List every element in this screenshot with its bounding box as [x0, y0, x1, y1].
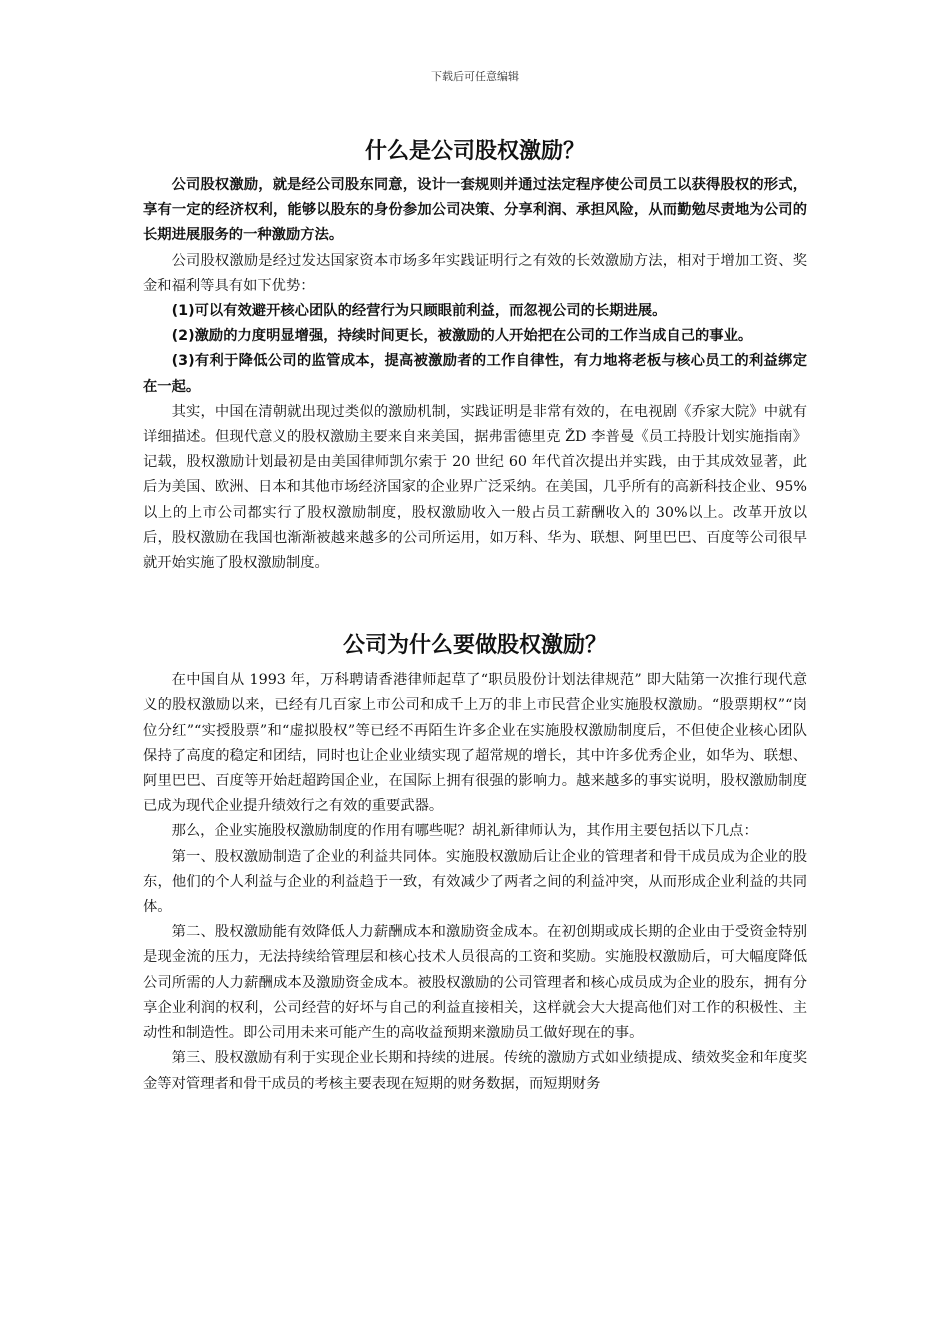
section-2-paragraph-4: 第二、股权激励能有效降低人力薪酬成本和激励资金成本。在初创期或成长期的企业由于受资金特别是现金流的压力，无法持续给管理层和核心技术人员很高的工资和奖励。实施股权激励后，可大幅度降低公司所需的人力薪酬成本及激励资金成本。被股权激励的公司管理者和核心成员成为企业的股东，拥有分享企业利润的权利，公司经营的好坏与自己的利益直接相关，这样就会大大提高他们对工作的积极性、主动性和制造性。即公司用未来可能产生的高收益预期来激励员工做好现在的事。 — [143, 924, 807, 1042]
history-paragraph: 其实，中国在清朝就出现过类似的激励机制，实践证明是非常有效的，在电视剧《乔家大院》中就有详细描述。但现代意义的股权激励主要来自来美国，据弗雷德里克 ŽD 李普曼《员工持股计划实施指南》记载，股权激励计划最初是由美国律师凯尔索于 20 世纪 60 年代首次提出并实践，由于其成效显著，此后为美国、欧洲、日本和其他市场经济国家的企业界广泛采纳。在美国，几乎所有的高新科技企业、95%以上的上市公司都实行了股权激励制度，股权激励收入一般占员工薪酬收入的 30%以上。改革开放以后，股权激励在我国也渐渐被越来越多的公司所运用，如万科、华为、联想、阿里巴巴、百度等公司很早就开始实施了股权激励制度。 — [143, 403, 807, 572]
header-note: 下载后可任意编辑 — [431, 70, 519, 83]
section-2-paragraph-5: 第三、股权激励有利于实现企业长期和持续的进展。传统的激励方式如业绩提成、绩效奖金和年度奖金等对管理者和骨干成员的考核主要表现在短期的财务数据，而短期财务 — [143, 1050, 807, 1092]
document-body — [143, 136, 807, 1097]
advantage-item-3: (3)有利于降低公司的监管成本，提高被激励者的工作自律性，有力地将老板与核心员工的利益绑定在一起。 — [143, 353, 807, 395]
advantages-intro-paragraph: 公司股权激励是经过发达国家资本市场多年实践证明行之有效的长效激励方法，相对于增加工资、奖金和福利等具有如下优势： — [143, 252, 807, 294]
section-2-paragraph-1: 在中国自从 1993 年，万科聘请香港律师起草了“职员股份计划法律规范” 即大陆第一次推行现代意义的股权激励以来，已经有几百家上市公司和成千上万的非上市民营企业实施股权激励。“股票期权”“岗位分红”“实授股票”和“虚拟股权”等已经不再陌生许多企业在实施股权激励制度后，不但使企业核心团队保持了高度的稳定和团结，同时也让企业业绩实现了超常规的增长，其中许多优秀企业，如华为、联想、阿里巴巴、百度等开始赶超跨国企业，在国际上拥有很强的影响力。越来越多的事实说明，股权激励制度已成为现代企业提升绩效行之有效的重要武器。 — [143, 672, 807, 815]
section-2-paragraph-2: 那么，企业实施股权激励制度的作用有哪些呢？胡礼新律师认为，其作用主要包括以下几点： — [171, 823, 758, 840]
section-2-title: 公司为什么要做股权激励？ — [342, 633, 607, 659]
section-2-paragraph-3: 第一、股权激励制造了企业的利益共同体。实施股权激励后让企业的管理者和骨干成员成为企业的股东，他们的个人利益与企业的利益趋于一致，有效减少了两者之间的利益冲突，从而形成企业利益的共同体。 — [143, 848, 807, 916]
section-1-title: 什么是公司股权激励？ — [364, 139, 585, 164]
advantage-item-1: (1)可以有效避开核心团队的经营行为只顾眼前利益，而忽视公司的长期进展。 — [171, 303, 667, 320]
advantage-item-2: (2)激励的力度明显增强，持续时间更长，被激励的人开始把在公司的工作当成自己的事业。 — [171, 328, 753, 345]
definition-paragraph: 公司股权激励，就是经公司股东同意，设计一套规则并通过法定程序使公司员工以获得股权的形式，享有一定的经济权利，能够以股东的身份参加公司决策、分享利润、承担风险，从而勤勉尽责地为公司的长期进展服务的一种激励方法。 — [143, 177, 807, 244]
